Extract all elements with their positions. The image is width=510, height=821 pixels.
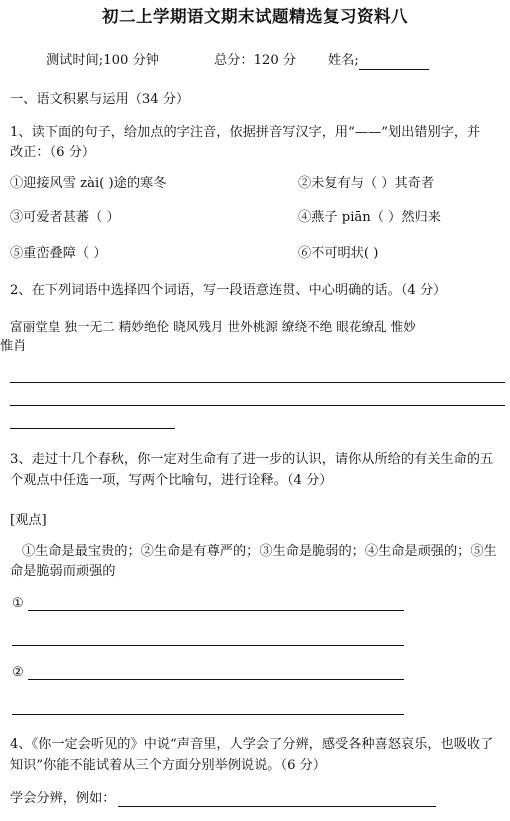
q3-answer-mark-1: ① xyxy=(12,596,24,611)
q2-answer-line-1[interactable] xyxy=(10,382,505,383)
q1-item-5: ⑤重峦叠障（ ） xyxy=(10,246,107,261)
student-name xyxy=(328,52,429,70)
q1-item-2: ②未复有与（ ）其奇者 xyxy=(298,176,435,191)
q4-answer-line[interactable] xyxy=(118,806,436,807)
time-label: 测试时间; xyxy=(46,53,104,68)
q1-item-3: ③可爱者甚蕃（ ） xyxy=(10,210,120,225)
q2-stem: 2、在下列词语中选择四个词语，写一段语意连贯、中心明确的话。（4 分） xyxy=(10,283,447,298)
q3-answer-line-4[interactable] xyxy=(12,714,404,715)
q2-words-line2: 惟肖 xyxy=(0,339,27,354)
q4-prompt-label: 学会分辨，例如： xyxy=(10,791,116,806)
name-label: 姓名; xyxy=(328,53,359,68)
q2-answer-line-2[interactable] xyxy=(10,405,505,406)
page-title: 初二上学期语文期末试题精选复习资料八 xyxy=(102,7,408,26)
score-value: 120 分 xyxy=(253,53,297,68)
q1-item-6: ⑥不可明状( ) xyxy=(298,246,379,261)
q3-stem-line2: 个观点中任选一项，写两个比喻句，进行诠释。（4 分） xyxy=(10,473,333,488)
time-value: 100 分钟 xyxy=(103,53,159,68)
q2-answer-line-3[interactable] xyxy=(10,428,175,429)
q4-stem-line1: 4、《你一定会听见的》中说“声音里，人学会了分辨，感受各种喜怒哀乐，也吸收了 xyxy=(10,737,494,752)
q3-views-line2: 命是脆弱而顽强的 xyxy=(10,564,116,579)
q1-item-1: ①迎接风雪 zài( )途的寒冬 xyxy=(10,176,167,191)
q3-answer-mark-2: ② xyxy=(12,665,24,680)
section-heading: 一、语文积累与运用（34 分） xyxy=(10,92,190,107)
total-score xyxy=(214,52,296,70)
name-blank[interactable] xyxy=(359,54,429,70)
test-time xyxy=(46,52,159,70)
q3-views-line1: ①生命是最宝贵的；②生命是有尊严的；③生命是脆弱的；④生命是顽强的；⑤生 xyxy=(22,544,497,559)
q1-stem-line1: 1、读下面的句子，给加点的字注音，依据拼音写汉字，用“——”划出错别字，并 xyxy=(10,125,481,140)
q3-views-label: [观点] xyxy=(10,513,47,528)
q3-answer-line-3[interactable] xyxy=(28,679,404,680)
q1-stem-line2: 改正：（6 分） xyxy=(10,145,96,160)
q2-words-line1: 富丽堂皇 独一无二 精妙绝伦 晓风残月 世外桃源 缭绕不绝 眼花缭乱 惟妙 xyxy=(10,319,416,334)
q4-stem-line2: 知识”你能不能试着从三个方面分别举例说说。（6 分） xyxy=(10,758,327,773)
q4-prompt xyxy=(10,790,116,808)
score-label: 总分： xyxy=(214,53,254,68)
q3-answer-line-1[interactable] xyxy=(28,610,404,611)
q1-item-4: ④燕子 piān（ ）然归来 xyxy=(298,210,441,225)
q3-answer-line-2[interactable] xyxy=(12,645,404,646)
q3-stem-line1: 3、走过十几个春秋，你一定对生命有了进一步的认识，请你从所给的有关生命的五 xyxy=(10,452,494,467)
